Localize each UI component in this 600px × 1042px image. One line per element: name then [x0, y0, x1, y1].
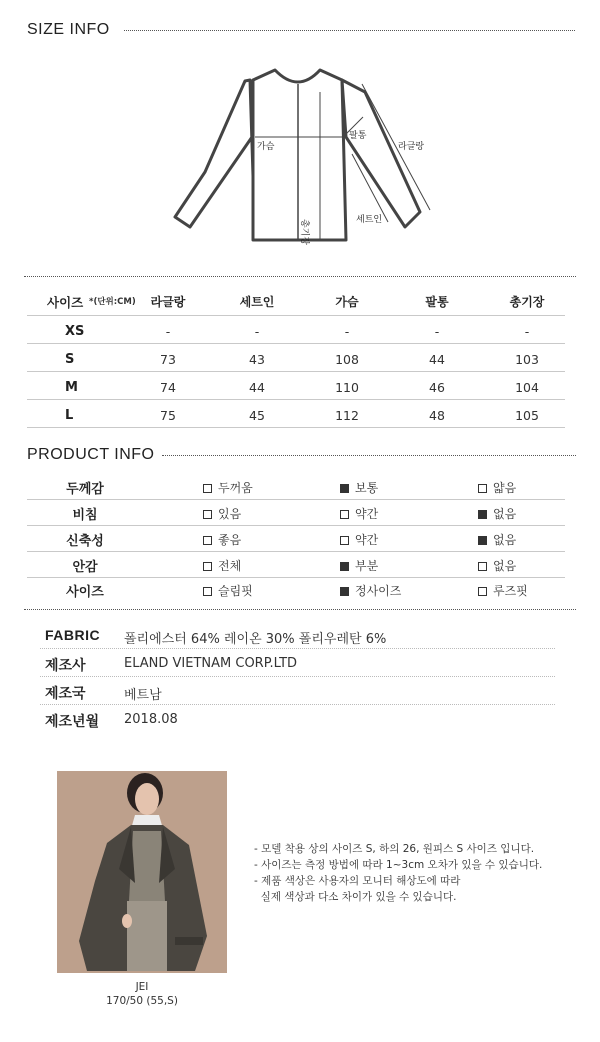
table-cell: 73	[160, 352, 176, 367]
product-option-label: 있음	[218, 507, 242, 521]
checked-box-icon	[478, 510, 487, 519]
table-cell: -	[434, 324, 440, 339]
country-value: 베트남	[124, 688, 162, 703]
manufacture-date-label: 제조년월	[45, 714, 100, 730]
product-option-label: 약간	[355, 507, 379, 521]
manufacture-date-value: 2018.08	[124, 712, 178, 727]
length-label: 총기장	[299, 219, 309, 246]
set-in-label: 세트인	[356, 215, 383, 225]
product-option	[340, 582, 401, 599]
size-s: S	[65, 352, 75, 367]
unchecked-box-icon	[340, 536, 349, 545]
product-option	[203, 557, 241, 574]
note-line: - 제품 색상은 사용자의 모니터 해상도에 따라	[254, 875, 461, 887]
note-line: - 모델 착용 상의 사이즈 S, 하의 26, 원피스 S 사이즈 입니다.	[254, 843, 535, 855]
table-cell: 46	[429, 380, 445, 395]
product-row-label: 신축성	[66, 534, 104, 549]
table-cell: 74	[160, 380, 176, 395]
product-option-label: 없음	[493, 559, 517, 573]
product-option	[478, 531, 516, 548]
product-option	[203, 531, 241, 548]
size-m: M	[65, 380, 78, 395]
manufacturer-label: 제조사	[45, 658, 86, 674]
country-label: 제조국	[45, 686, 86, 702]
unchecked-box-icon	[203, 587, 212, 596]
model-measurements: 170/50 (55,S)	[106, 995, 178, 1007]
fabric-label: FABRIC	[45, 627, 101, 643]
table-cell: -	[165, 324, 171, 339]
size-l: L	[65, 408, 74, 423]
product-option-label: 두꺼움	[218, 481, 253, 495]
table-cell: -	[254, 324, 260, 339]
table-cell: -	[524, 324, 530, 339]
product-option	[340, 505, 378, 522]
col-header-chest: 가슴	[335, 295, 359, 309]
product-option	[478, 557, 516, 574]
product-option-label: 약간	[355, 533, 379, 547]
product-option-label: 부분	[355, 559, 379, 573]
title-divider	[124, 30, 575, 31]
product-option	[203, 479, 253, 496]
col-header-raglan: 라글랑	[150, 295, 186, 309]
model-name: JEI	[135, 981, 149, 993]
product-option	[203, 505, 241, 522]
product-option-label: 보통	[355, 481, 379, 495]
section-divider	[24, 609, 576, 610]
table-cell: 75	[160, 408, 176, 423]
table-cell: 112	[335, 408, 359, 423]
size-xs: XS	[65, 324, 85, 339]
product-option	[478, 505, 516, 522]
product-option	[478, 479, 516, 496]
unchecked-box-icon	[478, 484, 487, 493]
size-header-label: 사이즈	[47, 295, 84, 310]
product-option	[340, 531, 378, 548]
table-cell: 105	[515, 408, 539, 423]
product-row-label: 두께감	[66, 482, 104, 497]
unchecked-box-icon	[478, 562, 487, 571]
table-cell: 43	[249, 352, 265, 367]
product-option-label: 루즈핏	[493, 584, 528, 598]
unchecked-box-icon	[203, 562, 212, 571]
product-option-label: 전체	[218, 559, 242, 573]
table-cell: -	[344, 324, 350, 339]
product-row-label: 안감	[72, 560, 98, 575]
col-header-length: 총기장	[509, 295, 545, 309]
table-cell: 44	[429, 352, 445, 367]
sleeve-width-label: 팔통	[349, 131, 367, 141]
table-cell: 45	[249, 408, 265, 423]
product-row-label: 비침	[72, 508, 98, 523]
checked-box-icon	[340, 562, 349, 571]
unit-note: *(단위:CM)	[89, 297, 136, 307]
table-cell: 44	[249, 380, 265, 395]
unchecked-box-icon	[478, 587, 487, 596]
raglan-label: 라글랑	[398, 142, 425, 152]
note-line: 실제 색상과 다소 차이가 있을 수 있습니다.	[254, 891, 457, 903]
product-option	[478, 582, 528, 599]
unchecked-box-icon	[203, 536, 212, 545]
table-cell: 48	[429, 408, 445, 423]
table-cell: 104	[515, 380, 539, 395]
unchecked-box-icon	[340, 510, 349, 519]
unchecked-box-icon	[203, 510, 212, 519]
chest-label: 가슴	[257, 142, 275, 152]
product-option-label: 좋음	[218, 533, 242, 547]
table-cell: 110	[335, 380, 359, 395]
note-line: - 사이즈는 측정 방법에 따라 1~3cm 오차가 있을 수 있습니다.	[254, 859, 543, 871]
table-cell: 103	[515, 352, 539, 367]
checked-box-icon	[478, 536, 487, 545]
product-option-label: 슬림핏	[218, 584, 253, 598]
product-option-label: 없음	[493, 533, 517, 547]
product-option-label: 정사이즈	[355, 584, 402, 598]
product-option	[340, 479, 378, 496]
manufacturer-value: ELAND VIETNAM CORP.LTD	[124, 656, 298, 671]
section-divider	[24, 276, 576, 277]
col-header-setin: 세트인	[239, 295, 275, 309]
table-cell: 108	[335, 352, 359, 367]
fabric-value: 폴리에스터 64% 레이온 30% 폴리우레탄 6%	[124, 632, 387, 647]
title-divider	[162, 455, 576, 456]
checked-box-icon	[340, 587, 349, 596]
product-option-label: 없음	[493, 507, 517, 521]
product-option	[203, 582, 253, 599]
product-option	[340, 557, 378, 574]
checked-box-icon	[340, 484, 349, 493]
product-info-title: PRODUCT INFO	[27, 446, 155, 463]
col-header-sleeve: 팔통	[425, 295, 449, 309]
product-option-label: 얇음	[493, 481, 517, 495]
unchecked-box-icon	[203, 484, 212, 493]
size-info-title: SIZE INFO	[27, 21, 110, 38]
model-photo	[57, 771, 227, 973]
product-row-label: 사이즈	[66, 585, 104, 600]
